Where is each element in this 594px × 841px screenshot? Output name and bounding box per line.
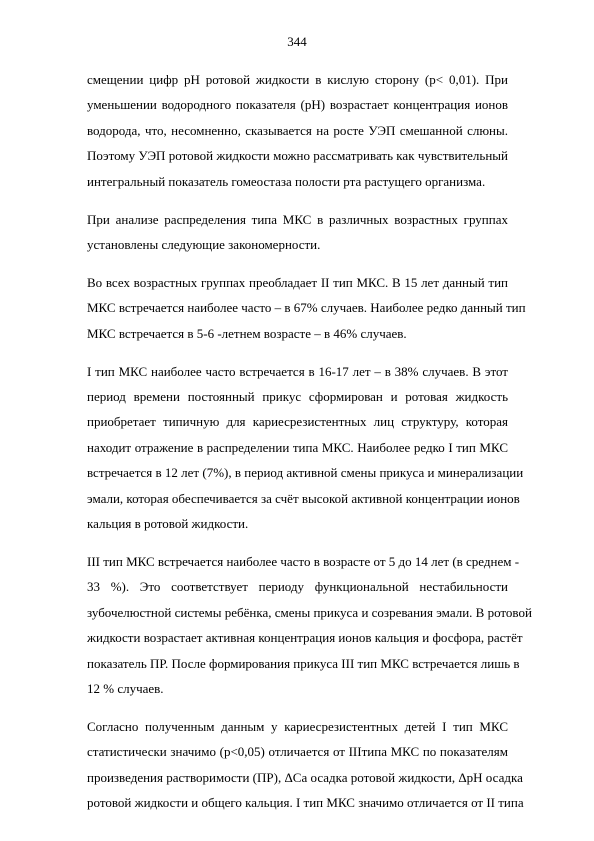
text-line: эмали, которая обеспечивается за счёт высокой активной концентрации ионов bbox=[87, 490, 520, 506]
text-line: приобретает типичную для кариесрезистентных лиц структуру, которая bbox=[87, 414, 508, 430]
text-line: установлены следующие закономерности. bbox=[87, 236, 321, 252]
paragraph-2 bbox=[87, 207, 508, 258]
text-line: смещении цифр рН ротовой жидкости в кислую сторону (р< 0,01). При bbox=[87, 72, 508, 87]
text-line: произведения растворимости (ПР), ΔСа осадка ротовой жидкости, ΔрН осадка bbox=[87, 769, 523, 785]
text-line: период времени постоянный прикус сформирован и ротовая жидкость bbox=[87, 388, 508, 404]
text-line: Согласно полученным данным у кариесрезистентных детей I тип МКС bbox=[87, 718, 508, 734]
text-line: находит отражение в распределении типа МКС. Наиболее редко I тип МКС bbox=[87, 439, 508, 455]
text-line: жидкости возрастает активная концентрация ионов кальция и фосфора, растёт bbox=[87, 630, 523, 646]
text-line: встречается в 12 лет (7%), в период активной смены прикуса и минерализации bbox=[87, 465, 524, 481]
text-line: ротовой жидкости и общего кальция. I тип МКС значимо отличается от II типа bbox=[87, 795, 524, 811]
paragraph-3 bbox=[87, 270, 526, 346]
paragraph-1 bbox=[87, 67, 508, 194]
text-line: уменьшении водородного показателя (рН) возрастает концентрация ионов bbox=[87, 97, 508, 113]
page-number: 344 bbox=[287, 34, 307, 49]
text-line: I тип МКС наиболее часто встречается в 16-17 лет – в 38% случаев. В этот bbox=[87, 363, 508, 379]
paragraph-4 bbox=[87, 359, 524, 537]
text-line: статистически значимо (р<0,05) отличается от IIIтипа МКС по показателям bbox=[87, 744, 508, 760]
text-line: интегральный показатель гомеостаза полости рта растущего организма. bbox=[87, 173, 486, 189]
body-text bbox=[87, 67, 532, 828]
text-line: Поэтому УЭП ротовой жидкости можно рассматривать как чувствительный bbox=[87, 148, 508, 164]
paragraph-5 bbox=[87, 549, 532, 701]
text-line: показатель ПР. После формирования прикуса III тип МКС встречается лишь в bbox=[87, 655, 520, 671]
text-line: 33 %). Это соответствует периоду функциональной нестабильности bbox=[87, 579, 508, 595]
text-line: Во всех возрастных группах преобладает II тип МКС. В 15 лет данный тип bbox=[87, 274, 508, 290]
text-line: III тип МКС встречается наиболее часто в возрасте от 5 до 14 лет (в среднем - bbox=[87, 553, 520, 569]
text-line: При анализе распределения типа МКС в различных возрастных группах bbox=[87, 211, 508, 227]
text-line: водорода, что, несомненно, сказывается на росте УЭП смешанной слюны. bbox=[87, 122, 508, 138]
text-line: зубочелюстной системы ребёнка, смены прикуса и созревания эмали. В ротовой bbox=[87, 604, 532, 620]
text-line: МКС встречается в 5-6 -летнем возрасте – в 46% случаев. bbox=[87, 325, 407, 341]
text-line: кальция в ротовой жидкости. bbox=[87, 516, 249, 531]
text-line: 12 % случаев. bbox=[87, 680, 164, 696]
paragraph-6 bbox=[87, 714, 524, 816]
text-line: МКС встречается наиболее часто – в 67% случаев. Наиболее редко данный тип bbox=[87, 300, 526, 316]
